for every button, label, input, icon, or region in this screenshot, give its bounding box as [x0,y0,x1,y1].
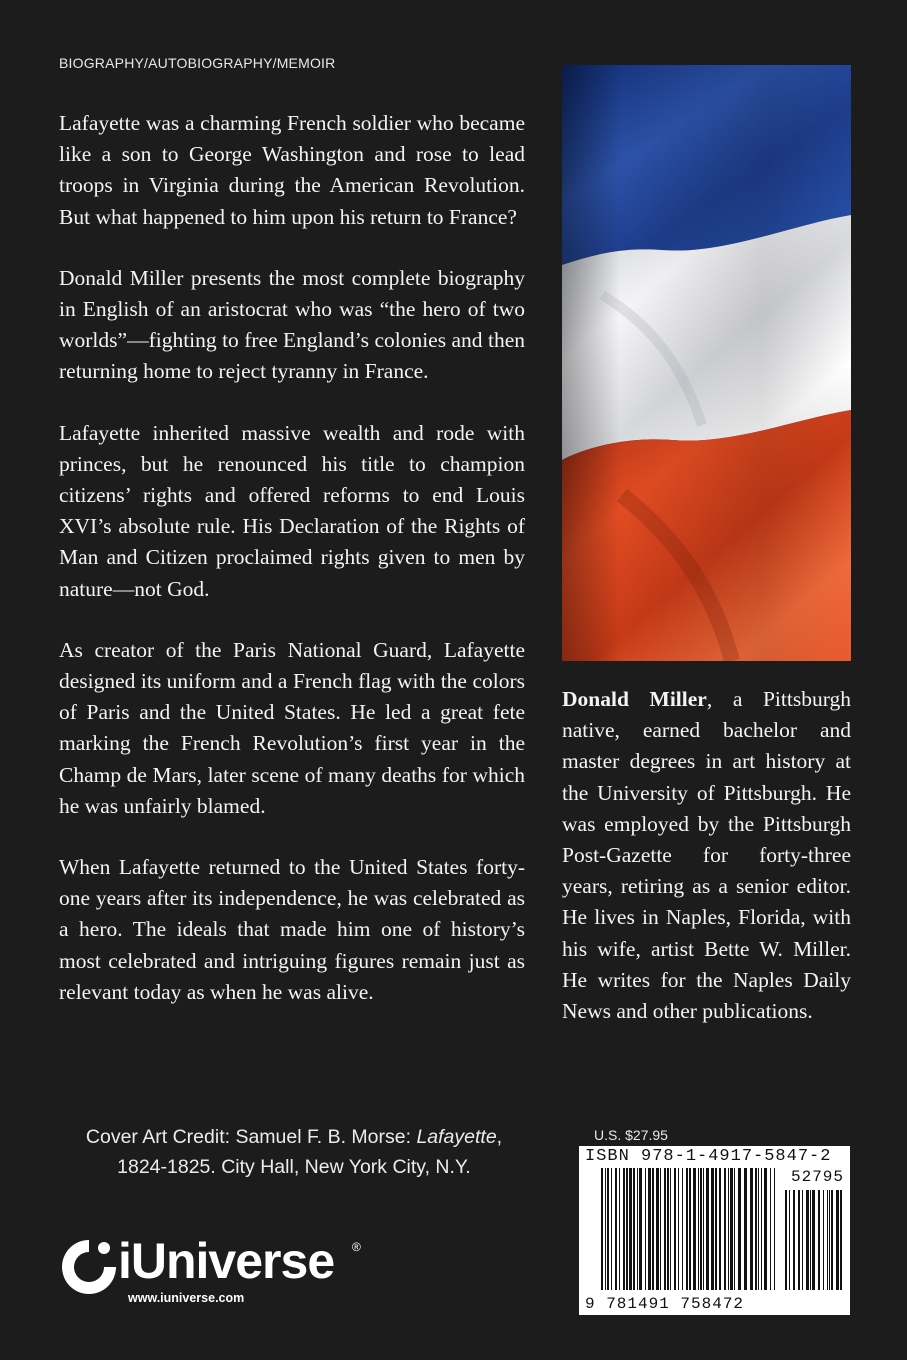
blurb-paragraph: Donald Miller presents the most complete biography in English of an aristocrat who was “the hero of two worlds”—fighting to free England’s colonies and then returning home to reject tyranny in France. [59,265,525,384]
credit-title: Lafayette [416,1126,497,1148]
price-code: 52795 [790,1168,844,1186]
publisher-url: www.iuniverse.com [128,1291,245,1305]
credit-suffix: , 1824-1825. City Hall, New York City, N.Y. [117,1126,503,1178]
isbn-label: ISBN 978-1-4917-5847-2 [585,1147,832,1166]
iuniverse-swirl-icon [58,1236,120,1298]
registered-mark: ® [352,1240,361,1254]
isbn-barcode [579,1146,850,1315]
cover-art-credit [59,1122,529,1182]
credit-prefix: Cover Art Credit: Samuel F. B. Morse: [85,1126,417,1148]
blurb-paragraph: Lafayette inherited massive wealth and rode with princes, but he renounced his title to champion citizens’ rights and offered reforms to end Louis XVI’s absolute rule. His Declaration of the Rights of Man and Citizen proclaimed rights given to men by nature—not God. [59,420,525,601]
barcode-bars [579,1146,850,1315]
publisher-logo [58,1232,378,1312]
ean-number: 9 781491 758472 [585,1295,745,1313]
french-flag-graphic [562,65,851,661]
french-flag-image [562,65,851,661]
publisher-wordmark: iUniverse [118,1233,335,1289]
blurb-paragraph: Lafayette was a charming French soldier who became like a son to George Washington and rose to lead troops in Virginia during the American Revolution. But what happened to him upon his return to France? [59,111,525,229]
author-bio-text: , a Pittsburgh native, earned bachelor and master degrees in art history at the University of Pittsburgh. He was employed by the Pittsburgh Post-Gazette for forty-three years, retiring as a senior editor. He lives in Naples, Florida, with his wife, artist Bette W. Miller. He writes for the Naples Daily News and other publications. [562,687,851,1024]
blurb-paragraph: When Lafayette returned to the United States forty-one years after its independence, he was celebrated as a hero. The ideals that made him one of history’s most celebrated and intriguing figures remain just as relevant today as when he was alive. [59,855,525,1004]
author-name: Donald Miller [562,687,707,711]
price-label: U.S. $27.95 [594,1127,668,1143]
back-cover-blurb [59,108,525,1038]
category-label: BIOGRAPHY/AUTOBIOGRAPHY/MEMOIR [59,55,336,71]
blurb-paragraph: As creator of the Paris National Guard, Lafayette designed its uniform and a French flag with the colors of Paris and the United States. He led a great fete marking the French Revolution’s first year in the Champ de Mars, later scene of many deaths for which he was unfairly blamed. [59,637,525,818]
author-bio [562,684,851,1027]
